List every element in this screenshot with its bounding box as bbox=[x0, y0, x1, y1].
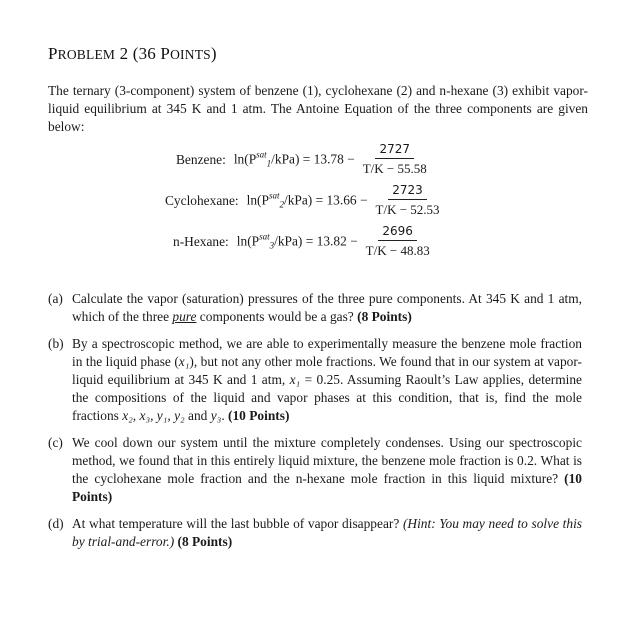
math-vars: x₂, x₃, y₁, y₂ bbox=[122, 408, 185, 423]
part-text bbox=[72, 335, 582, 425]
equation-lhs bbox=[247, 191, 368, 210]
part-text bbox=[72, 290, 582, 326]
part-b-and: and bbox=[184, 408, 211, 423]
fraction-numerator: 2723 bbox=[388, 183, 427, 200]
hint-text: (Hint: You may need to solve this by trial-and-error.) bbox=[72, 516, 582, 549]
eq-sub: 2 bbox=[279, 200, 284, 211]
eq-sup: sat bbox=[256, 149, 267, 160]
equation-benzene bbox=[176, 142, 431, 177]
equation-n-hexane bbox=[173, 224, 434, 259]
fraction-numerator: 2696 bbox=[378, 224, 417, 241]
part-a-text2: components would be a gas? bbox=[196, 309, 358, 324]
equation-fraction bbox=[359, 142, 431, 177]
part-b-text3: = 0.25. Assuming Raoult’s Law applies, determine the compositions of the liquid and vapor phases at this condition, that is, find the mole fractions bbox=[72, 372, 582, 423]
eq-sub: 3 bbox=[269, 241, 275, 252]
part-marker: (c) bbox=[48, 435, 63, 450]
title-close: ) bbox=[210, 44, 217, 63]
eq-ln: ln(P bbox=[246, 192, 269, 208]
title-roblem: ROBLEM bbox=[57, 47, 116, 62]
part-a bbox=[48, 290, 582, 326]
equation-cyclohexane bbox=[165, 183, 444, 218]
question-parts bbox=[48, 290, 582, 560]
part-text bbox=[72, 515, 582, 551]
fraction-denominator: T/K − 52.53 bbox=[375, 202, 440, 217]
title-p: P bbox=[48, 44, 58, 63]
equation-lhs bbox=[237, 232, 358, 251]
equation-fraction bbox=[362, 224, 434, 259]
fraction-denominator: T/K − 55.58 bbox=[362, 161, 427, 176]
eq-rhs: /kPa) = 13.78 − bbox=[271, 151, 355, 167]
eq-ln: ln(P bbox=[233, 151, 257, 167]
eq-sup: sat bbox=[268, 190, 280, 201]
eq-sub: 1 bbox=[266, 159, 272, 170]
part-points: (8 Points) bbox=[174, 534, 233, 549]
fraction-denominator: T/K − 48.83 bbox=[365, 243, 430, 258]
title-num: 2 (36 P bbox=[115, 44, 171, 63]
equation-label: Benzene: bbox=[176, 151, 226, 167]
part-d-text: At what temperature will the last bubble of vapor disappear? bbox=[72, 516, 403, 531]
math-x1: x₁ bbox=[178, 354, 190, 369]
pure-emphasis: pure bbox=[172, 309, 197, 324]
math-y3: y₃ bbox=[210, 408, 222, 423]
part-b bbox=[48, 335, 582, 425]
eq-rhs: /kPa) = 13.66 − bbox=[283, 192, 368, 208]
fraction-numerator: 2727 bbox=[375, 142, 414, 159]
eq-ln: ln(P bbox=[236, 233, 260, 249]
part-b-text2: ), but not any other mole fractions. We found that in our system at vapor-liquid equilibrium at 345 K and 1 atm, bbox=[72, 354, 582, 387]
part-c bbox=[48, 434, 582, 506]
eq-sup: sat bbox=[259, 231, 270, 242]
part-text bbox=[72, 434, 582, 506]
part-c-text: We cool down our system until the mixture completely condenses. Using our spectroscopic method, we found that in this entirely liquid mixture, the benzene mole fraction is 0.2. What is the cyclohexane mole fraction and the n-hexane mole fraction in this liquid mixture? bbox=[72, 435, 582, 486]
intro-paragraph: The ternary (3-component) system of benzene (1), cyclohexane (2) and n-hexane (3) exhibit vapor-liquid equilibrium at 345 K and 1 atm. The Antoine Equation of the three components are given below: bbox=[48, 83, 588, 134]
math-x1: x₁ bbox=[289, 372, 301, 387]
equation-label: Cyclohexane: bbox=[165, 192, 239, 208]
problem-title bbox=[48, 44, 217, 64]
part-points: (10 Points) bbox=[72, 471, 582, 504]
part-b-text1: By a spectroscopic method, we are able to experimentally measure the benzene mole fraction in the liquid phase ( bbox=[72, 336, 582, 369]
part-a-text1: Calculate the vapor (saturation) pressures of the three pure components. At 345 K and 1 atm, which of the three bbox=[72, 291, 582, 324]
part-b-dot: . bbox=[221, 408, 229, 423]
equation-lhs bbox=[234, 150, 355, 169]
title-oints: OINTS bbox=[170, 47, 211, 62]
eq-rhs: /kPa) = 13.82 − bbox=[274, 233, 358, 249]
part-marker: (d) bbox=[48, 516, 64, 531]
part-points: (10 Points) bbox=[228, 408, 290, 423]
part-points: (8 Points) bbox=[357, 309, 412, 324]
part-marker: (a) bbox=[48, 291, 63, 306]
part-marker: (b) bbox=[48, 336, 64, 351]
equation-fraction bbox=[372, 183, 444, 218]
part-d bbox=[48, 515, 582, 551]
equation-label: n-Hexane: bbox=[173, 233, 229, 249]
